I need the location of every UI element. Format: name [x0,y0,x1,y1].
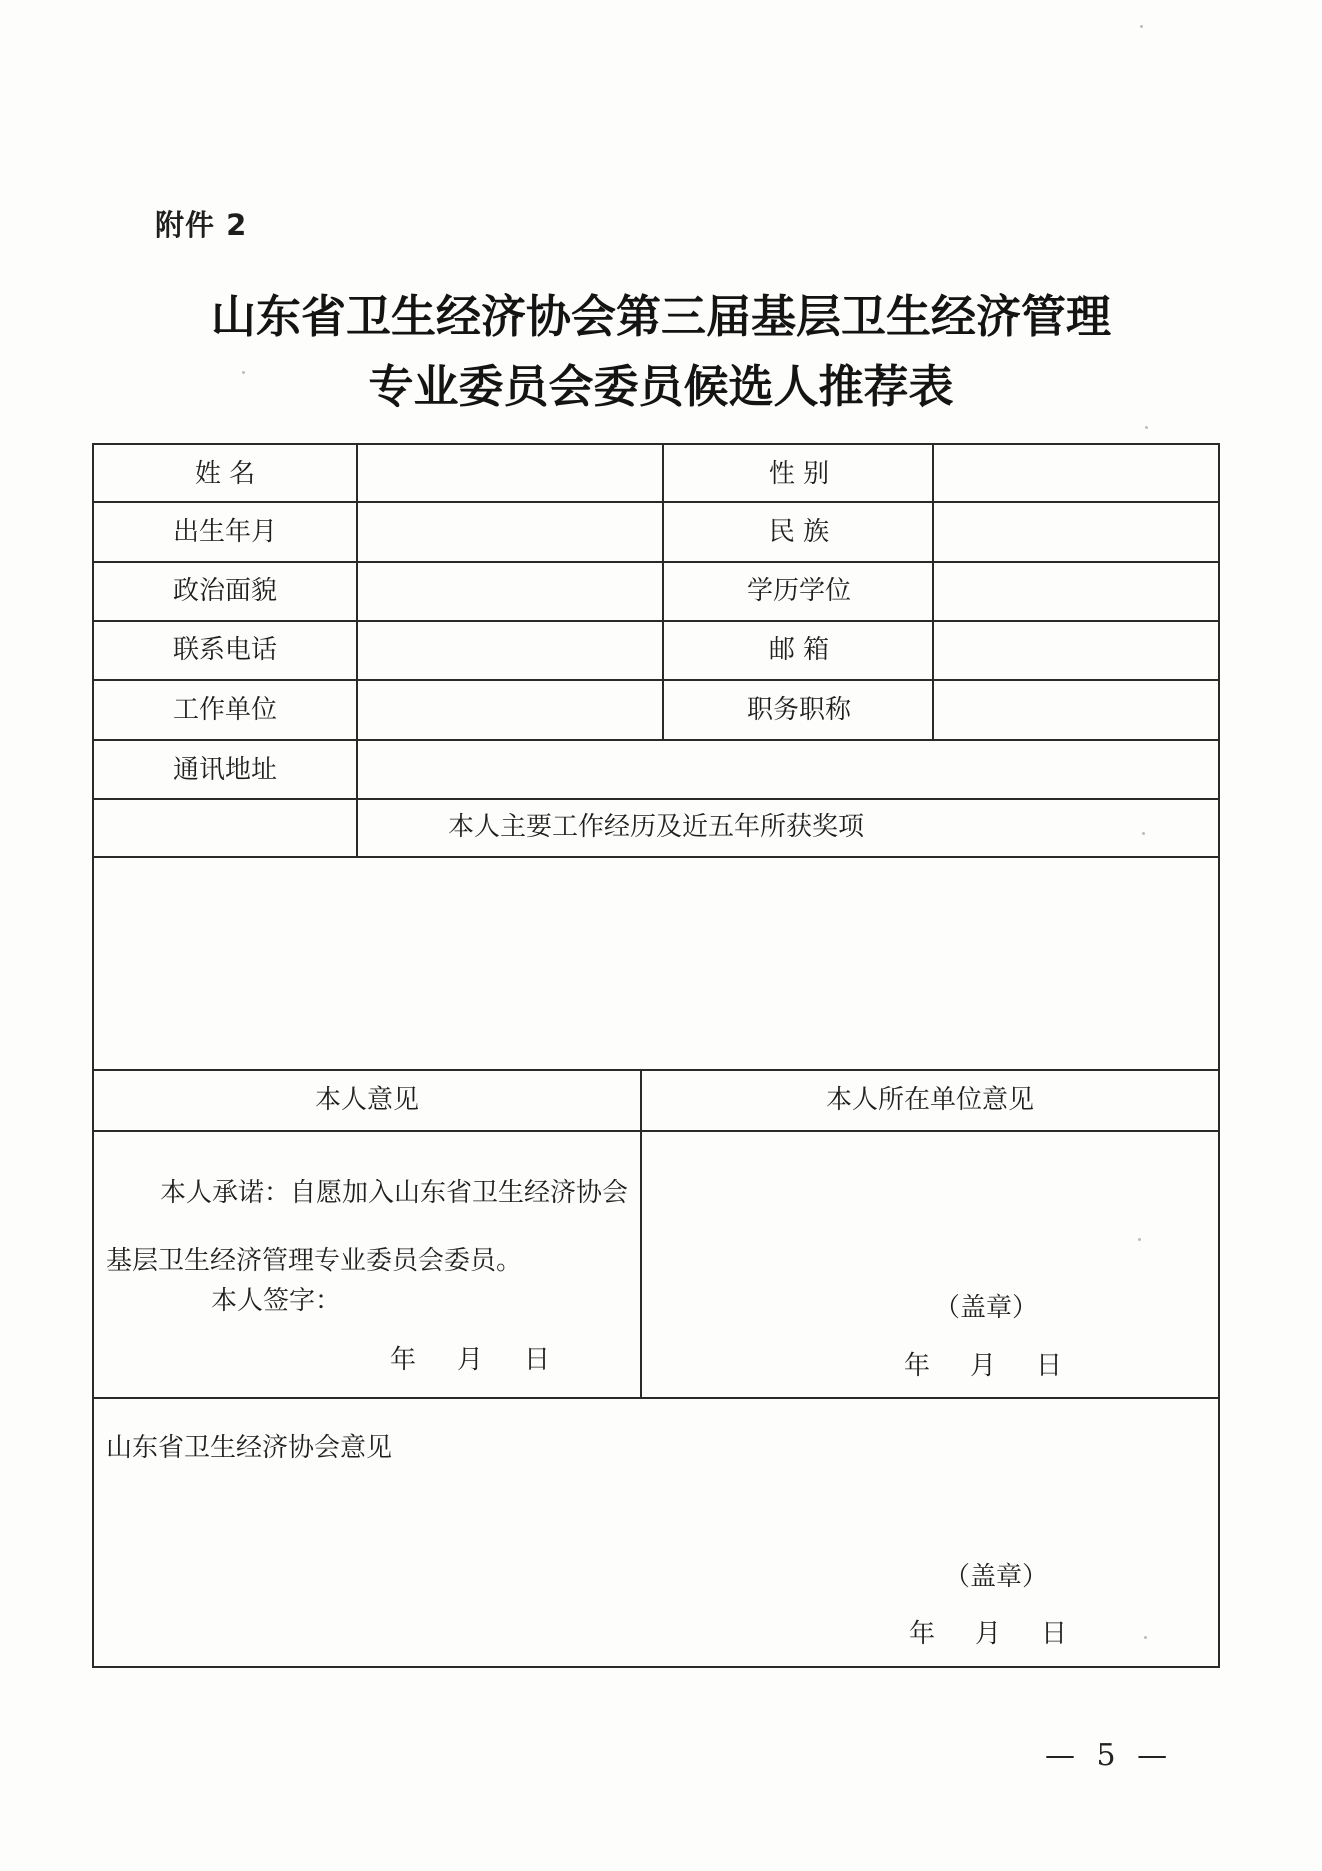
label-gender: 性 别 [768,459,830,489]
association-opinion-textarea[interactable] [94,1475,1218,1555]
pledge-line2: 基层卫生经济管理专业委员会委员。 [106,1246,523,1276]
experience-textarea[interactable] [94,858,1218,1069]
label-ethnicity: 民 族 [768,517,830,547]
form-title-line1: 山东省卫生经济协会第三届基层卫生经济管理 [210,290,1111,343]
birth-input[interactable] [358,503,662,561]
signature-field[interactable] [344,1280,624,1320]
scan-speck [1138,1238,1141,1241]
position-input[interactable] [934,681,1218,739]
scan-speck [1142,832,1145,835]
unit-date-year: 年 [904,1351,931,1381]
self-date-day: 日 [524,1345,551,1375]
label-political: 政治面貌 [172,576,277,606]
signature-label: 本人签字： [211,1286,342,1316]
label-phone: 联系电话 [172,635,277,665]
ethnicity-input[interactable] [934,503,1218,561]
association-date-year: 年 [909,1619,936,1649]
unit-date-day: 日 [1036,1351,1063,1381]
education-input[interactable] [934,563,1218,620]
self-opinion-header: 本人意见 [314,1085,419,1115]
email-input[interactable] [934,622,1218,679]
pledge-line1: 本人承诺：自愿加入山东省卫生经济协会 [160,1178,629,1208]
label-education: 学历学位 [746,576,851,606]
recommendation-form [92,443,1220,1668]
association-date-day: 日 [1041,1619,1068,1649]
scan-speck [1144,1636,1147,1639]
experience-header: 本人主要工作经历及近五年所获奖项 [447,812,864,842]
gender-input[interactable] [934,445,1218,501]
label-email: 邮 箱 [768,635,830,665]
association-date-month: 月 [975,1619,1002,1649]
phone-input[interactable] [358,622,662,679]
scan-speck [1145,426,1148,429]
label-position: 职务职称 [746,695,851,725]
unit-opinion-header: 本人所在单位意见 [825,1085,1034,1115]
attachment-label: 附件 2 [155,208,248,242]
political-input[interactable] [358,563,662,620]
page-number: — 5 — [1045,1738,1174,1773]
form-title-line2: 专业委员会委员候选人推荐表 [368,360,954,413]
self-date-month: 月 [457,1345,484,1375]
scan-speck [242,371,245,374]
self-date-year: 年 [390,1345,417,1375]
association-opinion-header: 山东省卫生经济协会意见 [106,1433,393,1463]
label-birth: 出生年月 [172,517,277,547]
scan-speck [1140,25,1143,28]
label-name: 姓 名 [194,459,256,489]
address-input[interactable] [358,741,1218,798]
label-employer: 工作单位 [172,695,277,725]
association-seal: （盖章） [944,1562,1049,1592]
unit-opinion-textarea[interactable] [642,1132,1218,1272]
employer-input[interactable] [358,681,662,739]
label-address: 通讯地址 [172,755,277,785]
unit-seal: （盖章） [934,1293,1039,1323]
name-input[interactable] [358,445,662,501]
unit-date-month: 月 [970,1351,997,1381]
